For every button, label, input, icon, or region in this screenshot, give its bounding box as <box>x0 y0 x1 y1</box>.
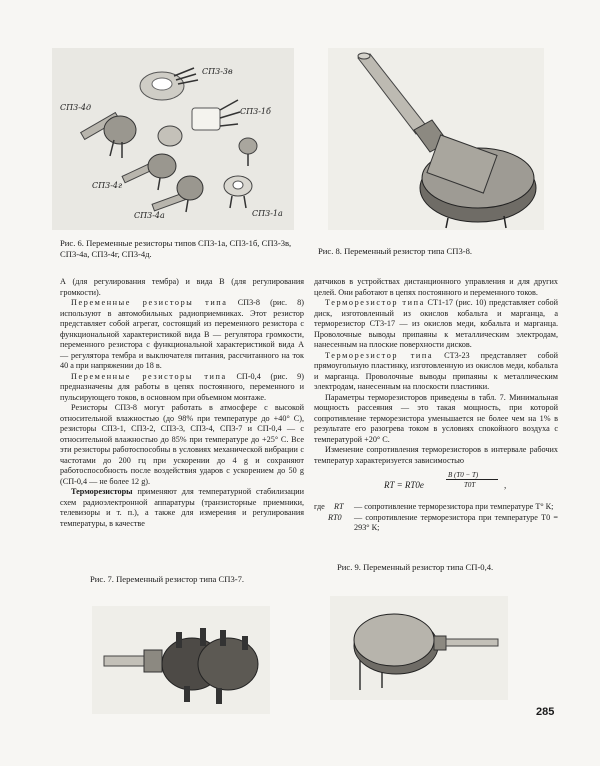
spaced-lead: Переменные резисторы типа <box>71 298 228 307</box>
paragraph <box>314 351 558 393</box>
figure-9-illustration <box>330 596 508 700</box>
formula-exponent-bottom: T0T <box>464 481 476 489</box>
figure-8-illustration <box>328 48 544 230</box>
bold-term: Терморезисторы <box>71 487 133 496</box>
page-number: 285 <box>536 706 555 718</box>
paragraph: Резисторы СП3-8 могут работать в атмосфере с высокой относительной влажностью (до 98% при температуре до +40° С), резисторы СП3-1, СП3-2, СП3-3, СП3-4, СП3-7 и СП-0,4 — с относительной влажностью до 85% при температуре до +25° С. Все эти резисторы работоспособны в условиях механической вибрации с частотами до 200 гц при ускорении до 4 g и сохраняют работоспособность после воздействия ударов с ускорением до 50 g (СП-0,4 — не более 12 g). <box>60 403 304 486</box>
paragraph-text: СТ1-17 (рис. 10) представляет собой диск, изготовленный из окислов кобальта и марганца, а терморезистор СТ3-17 — из окислов меди, кобальта и марганца. Проволочные выводы припаяны к металлическим электродам, нанесенным на плоские поверхности дисков. <box>314 298 559 349</box>
formula-exponent-top: B (T0 − T) <box>448 471 479 479</box>
figure-7-illustration <box>92 606 270 714</box>
where-lead: где <box>314 502 325 511</box>
figure-6-label: СП3-3в <box>202 67 233 76</box>
spaced-lead: Переменные резисторы типа <box>71 371 227 381</box>
paragraph: Изменение сопротивления терморезисторов в интервале рабочих температур характеризуется зависимостью <box>314 445 558 465</box>
figure-6-caption: Рис. 6. Переменные резисторы типов СП3-1а, СП3-1б, СП3-3в, СП3-4а, СП3-4г, СП3-4д. <box>60 238 292 259</box>
figure-6-label: СП3-4а <box>134 211 165 220</box>
where-text: — сопротивление терморезистора при температуре T° К; <box>354 502 554 511</box>
formula <box>314 470 558 496</box>
formula-end: , <box>504 480 507 490</box>
figure-6-label: СП3-4г <box>92 181 123 190</box>
paragraph-text: применяют для температурной стабилизации схем радиоэлектронной аппаратуры (транзисторные приемники, телевизоры и т. п.), а также для измерения и регулирования температуры, в качестве <box>60 487 304 528</box>
right-column <box>314 277 558 534</box>
figure-9-caption: Рис. 9. Переменный резистор типа СП-0,4. <box>337 562 494 572</box>
spaced-lead: Терморезистор типа <box>325 298 425 307</box>
figure-6-photo <box>52 48 294 230</box>
where-symbol: RT0 <box>328 512 342 522</box>
paragraph: Параметры терморезисторов приведены в табл. 7. Минимальная мощность рассеяния — это такая мощность, при которой сопротивление терморезистора уменьшается не более чем на 1% в результате его разогрева током в условиях спокойного воздуха с температурой +20° С. <box>314 392 558 444</box>
spaced-lead: Терморезистор типа <box>325 350 434 360</box>
paragraph-text: СП-0,4 (рис. 9) предназначены для работы в цепях постоянного, переменного и пульсирующего токов, в основном при объемном монтаже. <box>60 371 304 402</box>
paragraph <box>60 298 304 372</box>
figure-6-illustration <box>52 48 294 230</box>
figure-6-label: СП3-4д <box>60 103 92 112</box>
formula-legend-1 <box>314 502 558 513</box>
formula-legend-2 <box>314 513 558 534</box>
paragraph-text: СП3-8 (рис. 8) используют в автомобильных радиоприемниках. Этот резистор представляет собой агрегат, состоящий из переменного резистора с функциональной характеристикой вида В — регулятора громкости, переменного резистора с функциональной характеристикой вида А — регулятора тембра и выключателя питания, рассчитанного на ток 40 а при напряжении до 18 в. <box>60 298 305 370</box>
paragraph <box>60 487 304 529</box>
paragraph <box>314 298 558 351</box>
paragraph-text: СТ3-23 представляет собой прямоугольную пластинку, изготовленную из окислов меди, кобальта и марганца. Проволочные выводы припаяны к металлическим электродам, нанесенным на плоскости пластинки. <box>314 350 559 391</box>
figure-7-caption: Рис. 7. Переменный резистор типа СП3-7. <box>90 574 245 584</box>
figure-7-photo <box>92 606 270 714</box>
figure-9-photo <box>330 596 508 700</box>
left-column <box>60 277 304 529</box>
figure-6-label: СП3-1б <box>240 107 271 116</box>
where-symbol: RT <box>334 502 344 511</box>
where-text: — сопротивление терморезистора при температуре T0 = 293° К; <box>354 512 558 532</box>
paragraph: датчиков в устройствах дистанционного управления и для других целей. Они работают в цепях постоянного и переменного токов. <box>314 277 558 297</box>
figure-8-caption: Рис. 8. Переменный резистор типа СП3-8. <box>318 246 473 256</box>
paragraph: А (для регулирования тембра) и вида В (для регулирования громкости). <box>60 277 304 297</box>
paragraph <box>60 372 304 404</box>
figure-8-photo <box>328 48 544 230</box>
figure-6-label: СП3-1а <box>252 209 283 218</box>
formula-lhs: RT = RT0e <box>384 480 424 490</box>
